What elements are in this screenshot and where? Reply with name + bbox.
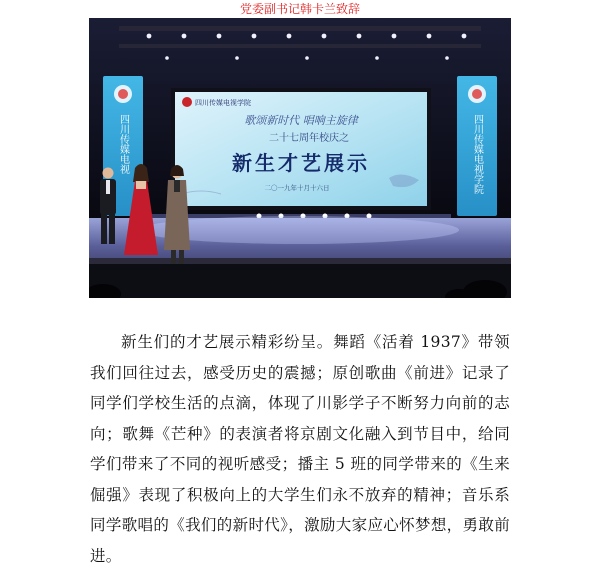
event-photo [89, 18, 511, 298]
screen-school-name: 四川传媒电视学院 [195, 99, 251, 107]
article-paragraph: 新生们的才艺展示精彩纷呈。舞蹈《活着 1937》带领我们回往过去，感受历史的震撼；原创歌曲《前进》记录了同学们学校生活的点滴，体现了川影学子不断努力向前的志向；歌舞《芒种》的表演者将京剧文化融入到节目中，给同学们带来了不同的视听感受；播主 5 班的同学带来的《生来倔强》表现了积极向上的大学生们永不放弃的精神；音乐系同学歌唱的《我们的新时代》，激励大家应心怀梦想，勇敢前进。 [90, 333, 510, 565]
side-banner-left-text: 四川传媒电视 [117, 114, 129, 174]
screen-subtitle: 二十七周年校庆之 [269, 133, 349, 144]
screen-date: 二〇一九年十月十六日 [264, 184, 330, 192]
photo-caption: 党委副书记韩卡兰致辞 [239, 2, 360, 16]
side-banner-right-text: 四川传媒电视学院 [471, 114, 483, 194]
screen-slogan: 歌颂新时代 唱响主旋律 [244, 114, 358, 127]
article-body [90, 327, 510, 571]
screen-title: 新生才艺展示 [232, 151, 370, 175]
